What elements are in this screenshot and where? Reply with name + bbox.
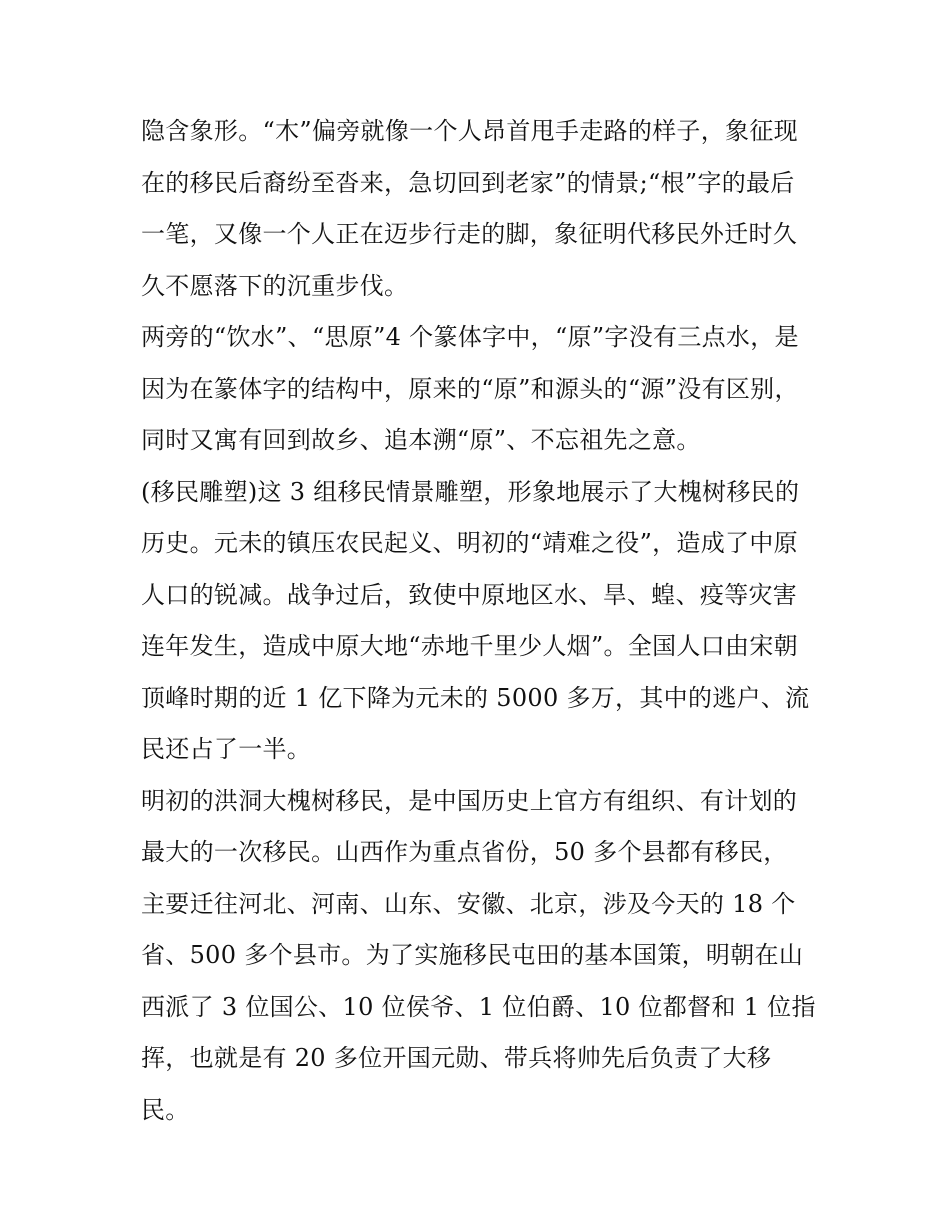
text-line: 顶峰时期的近 1 亿下降为元未的 5000 多万，其中的逃户、流 [141,683,810,712]
body-text [141,106,821,1136]
text-line: 主要迁往河北、河南、山东、安徽、北京，涉及今天的 18 个 [141,889,796,918]
text-line: 因为在篆体字的结构中，原来的“原”和源头的“源”没有区别， [141,374,799,403]
text-line: 历史。元未的镇压农民起义、明初的“靖难之役”，造成了中原 [141,529,798,557]
text-line: 挥，也就是有 20 多位开国元勋、带兵将帅先后负责了大移 [141,1044,772,1072]
text-line: 最大的一次移民。山西作为重点省份，50 多个县都有移民， [141,838,788,866]
text-line: 省、500 多个县市。为了实施移民屯田的基本国策，明朝在山 [141,941,804,969]
text-line: 久不愿落下的沉重步伐。 [141,271,409,300]
text-line: 同时又寓有回到故乡、追本溯“原”、不忘祖先之意。 [141,426,701,454]
text-line: 连年发生，造成中原大地“赤地千里少人烟”。全国人口由宋朝 [141,632,798,660]
text-line: (移民雕塑)这 3 组移民情景雕塑，形象地展示了大槐树移民的 [141,477,800,506]
text-line: 民。 [141,1095,190,1124]
text-line: 民还占了一半。 [141,735,312,763]
text-line: 一笔，又像一个人正在迈步行走的脚，象征明代移民外迁时久 [141,220,798,248]
text-line: 明初的洪洞大槐树移民，是中国历史上官方有组织、有计划的 [141,786,798,815]
text-line: 在的移民后裔纷至沓来，急切回到老家”的情景;“根”字的最后 [141,168,795,197]
text-line: 两旁的“饮水”、“思原”4 个篆体字中，“原”字没有三点水，是 [141,323,799,351]
text-line: 人口的锐减。战争过后，致使中原地区水、旱、蝗、疫等灾害 [141,580,798,609]
text-line: 隐含象形。“木”偏旁就像一个人昂首甩手走路的样子，象征现 [141,117,798,145]
text-line: 西派了 3 位国公、10 位侯爷、1 位伯爵、10 位都督和 1 位指 [141,992,816,1021]
